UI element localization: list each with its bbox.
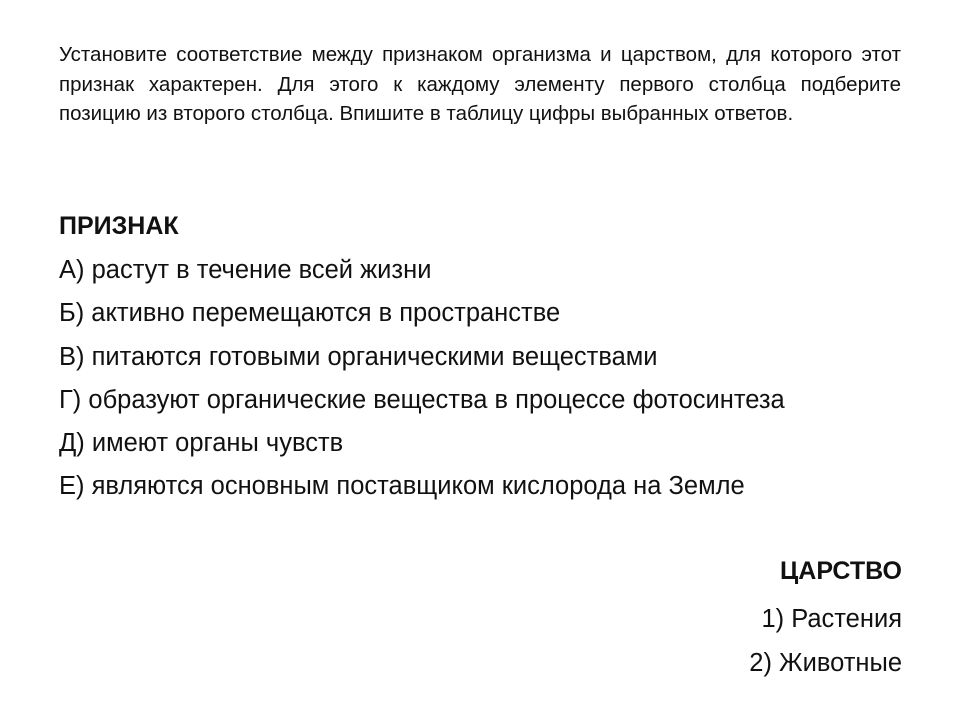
features-column	[59, 206, 919, 509]
kingdoms-column	[749, 551, 902, 685]
task-instruction: Установите соответствие между признаком организма и царством, для которого этот признак характерен. Для этого к каждому элементу первого столбца подберите позицию из второго столбца. Впишите в таблицу цифры выбранных ответов.	[59, 43, 901, 125]
kingdom-item-plants: 1) Растения	[761, 605, 902, 633]
feature-item-v: В) питаются готовыми органическими веществами	[59, 342, 658, 371]
feature-item-e: Е) являются основным поставщиком кислорода на Земле	[59, 472, 745, 501]
features-list	[59, 249, 919, 509]
kingdoms-heading: ЦАРСТВО	[780, 557, 902, 585]
feature-item-g: Г) образуют органические вещества в процессе фотосинтеза	[59, 385, 785, 414]
kingdom-item-animals: 2) Животные	[749, 649, 902, 677]
feature-item-b: Б) активно перемещаются в пространстве	[59, 299, 561, 328]
kingdoms-list	[749, 597, 902, 685]
features-heading: ПРИЗНАК	[59, 212, 179, 240]
feature-item-a: А) растут в течение всей жизни	[59, 256, 432, 284]
feature-item-d: Д) имеют органы чувств	[59, 429, 344, 458]
